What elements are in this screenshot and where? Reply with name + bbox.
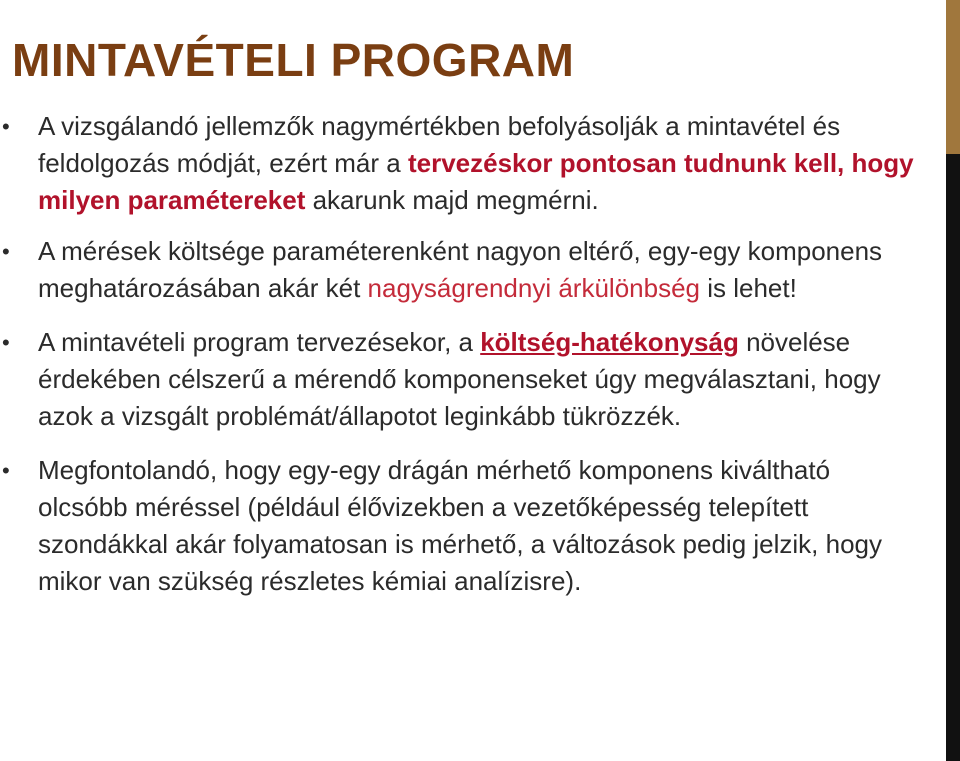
bullet-text: A mérések költsége paraméterenként nagyon eltérő, egy-egy komponens meghatározásában akár két [38,236,883,303]
bullet-list [0,108,920,600]
bullet-highlight: tervezéskor pontosan tudnunk kell, hogy milyen paramétereket [38,148,914,215]
bullet-dot-icon: • [2,330,10,355]
slide-title: MINTAVÉTELI PROGRAM [12,34,575,86]
bullet-item-4 [0,452,920,600]
bullet-text: A mintavételi program tervezésekor, a [38,327,481,357]
bullet-item-1 [0,108,920,219]
bullet-text: növelése érdekében célszerű a mérendő komponenseket úgy megválasztani, hogy azok a vizsgált problémát/állapotot leginkább tükrözzék. [38,327,881,431]
accent-bar [946,0,960,761]
bullet-highlight: költség-hatékonyság [480,327,739,357]
bullet-dot-icon: • [2,458,10,483]
bullet-text: Megfontolandó, hogy egy-egy drágán mérhető komponens kiváltható olcsóbb méréssel (például élővizekben a vezetőképesség telepített szondákkal akár folyamatosan is mérhető, a változások pedig jelzik, hogy mikor van szükség részletes kémiai analízisre). [38,455,882,596]
accent-bar-top [946,0,960,154]
bullet-text: A vizsgálandó jellemzők nagymértékben befolyásolják a mintavétel és feldolgozás módját, ezért már a [38,111,841,178]
bullet-item-2 [0,233,920,307]
bullet-highlight: nagyságrendnyi árkülönbség [367,273,700,303]
bullet-text: akarunk majd megmérni. [305,185,599,215]
bullet-dot-icon: • [2,114,10,139]
bullet-dot-icon: • [2,239,10,264]
bullet-item-3 [0,324,920,435]
bullet-text: is lehet! [700,273,797,303]
